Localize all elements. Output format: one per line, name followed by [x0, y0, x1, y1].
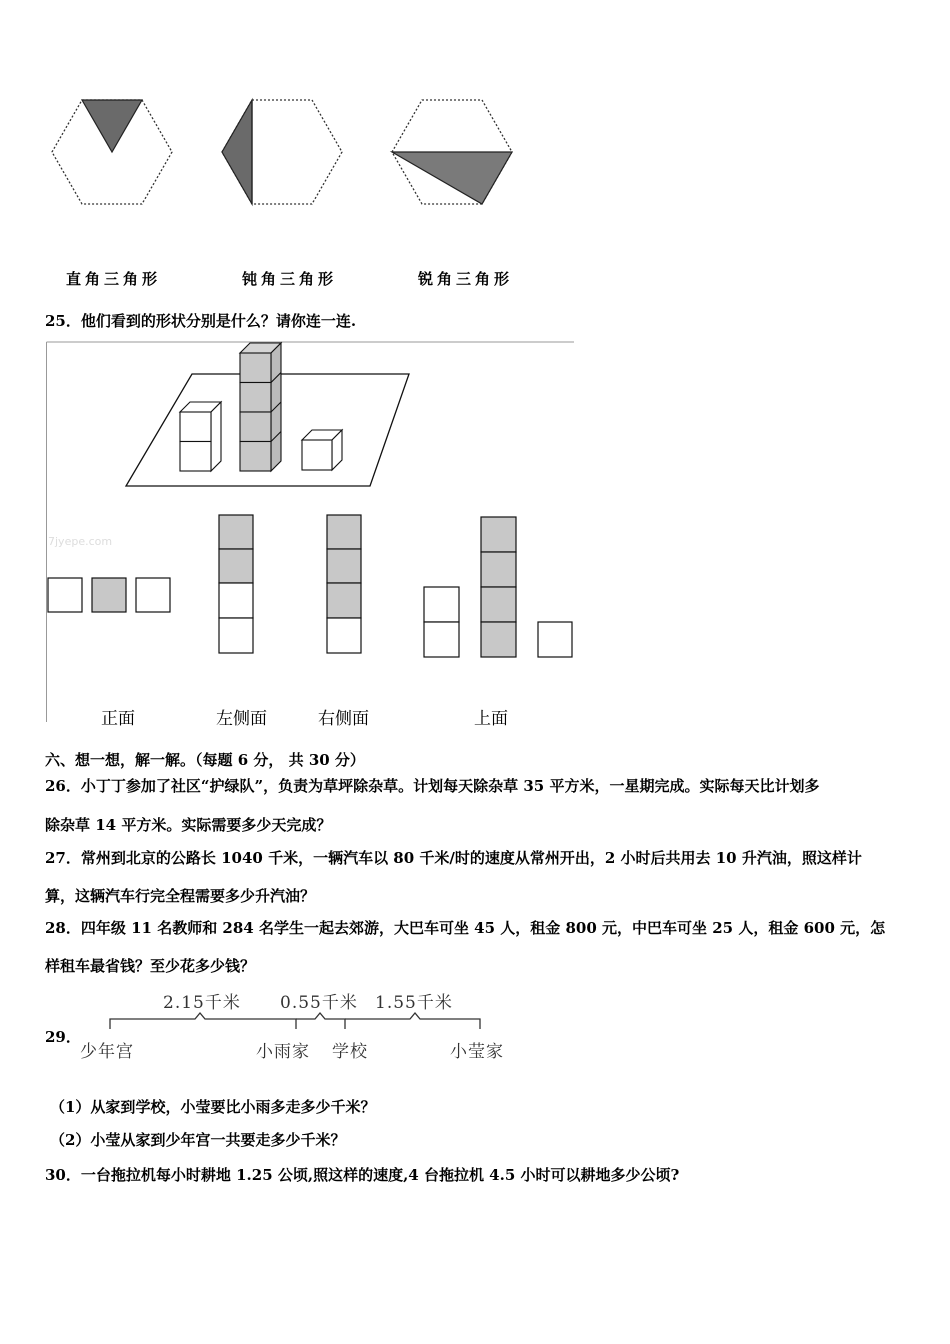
question-29-number: 29．	[45, 1028, 81, 1046]
question-26-line2: 除杂草 14 平方米。实际需要多少天完成？	[45, 816, 332, 834]
cube-stack-left	[180, 402, 221, 471]
brace-3	[345, 1013, 480, 1029]
hexagon-figures	[0, 0, 950, 300]
view-left-side	[219, 515, 253, 653]
view-front	[48, 578, 170, 612]
distance-label-1: 2.15千米	[163, 993, 241, 1013]
distance-label-2: 0.55千米	[280, 993, 358, 1013]
question-25: 25．他们看到的形状分别是什么？请你连一连.	[45, 312, 357, 330]
view-label-left: 左侧面	[216, 709, 267, 729]
hexagon-label-right: 直角三角形	[66, 270, 162, 288]
question-27-line1: 27．常州到北京的公路长 1040 千米，一辆汽车以 80 千米/时的速度从常州开出，2 小时后共用去 10 升汽油，照这样计	[45, 849, 862, 867]
section-6-title: 六、想一想，解一解。（每题 6 分， 共 30 分）	[45, 751, 365, 769]
brace-2	[296, 1013, 345, 1029]
question-30: 30．一台拖拉机每小时耕地 1.25 公顷,照这样的速度,4 台拖拉机 4.5 小时可以耕地多少公顷?	[45, 1166, 680, 1184]
cube-stack-small	[302, 430, 342, 470]
hexagon-label-obtuse: 钝角三角形	[242, 270, 338, 288]
question-28-line2: 样租车最省钱？至少花多少钱？	[45, 957, 256, 975]
question-28-line1: 28．四年级 11 名教师和 284 名学生一起去郊游，大巴车可坐 45 人，租金 800 元，中巴车可坐 25 人，租金 600 元，怎	[45, 919, 886, 937]
place-label-youth-palace: 少年宫	[80, 1042, 134, 1062]
watermark: 7jyepe.com	[48, 535, 113, 548]
view-label-top: 上面	[474, 709, 508, 729]
view-right-side	[327, 515, 361, 653]
view-label-right: 右侧面	[318, 709, 369, 729]
hexagon-label-acute: 锐角三角形	[418, 270, 514, 288]
place-label-xiaoyu-home: 小雨家	[256, 1042, 310, 1062]
brace-1	[110, 1013, 296, 1029]
question-27-line2: 算，这辆汽车行完全程需要多少升汽油？	[45, 887, 316, 905]
hexagon-acute-triangle	[392, 100, 512, 204]
view-top	[424, 517, 572, 657]
question-29-sub2: （2）小莹从家到少年宫一共要走多少千米？	[50, 1131, 346, 1149]
question-26-line1: 26．小丁丁参加了社区“护绿队”，负责为草坪除杂草。计划每天除杂草 35 平方米，一星期完成。实际每天比计划多	[45, 777, 820, 795]
question-29-sub1: （1）从家到学校，小莹要比小雨多走多少千米？	[50, 1098, 376, 1116]
place-label-xiaoying-home: 小莹家	[450, 1042, 504, 1062]
cube-stack-tall	[240, 343, 281, 471]
view-label-front: 正面	[101, 709, 135, 729]
hexagon-right-triangle	[52, 100, 172, 204]
hexagon-obtuse-triangle	[222, 100, 342, 204]
place-label-school: 学校	[332, 1042, 368, 1062]
distance-label-3: 1.55千米	[375, 993, 453, 1013]
